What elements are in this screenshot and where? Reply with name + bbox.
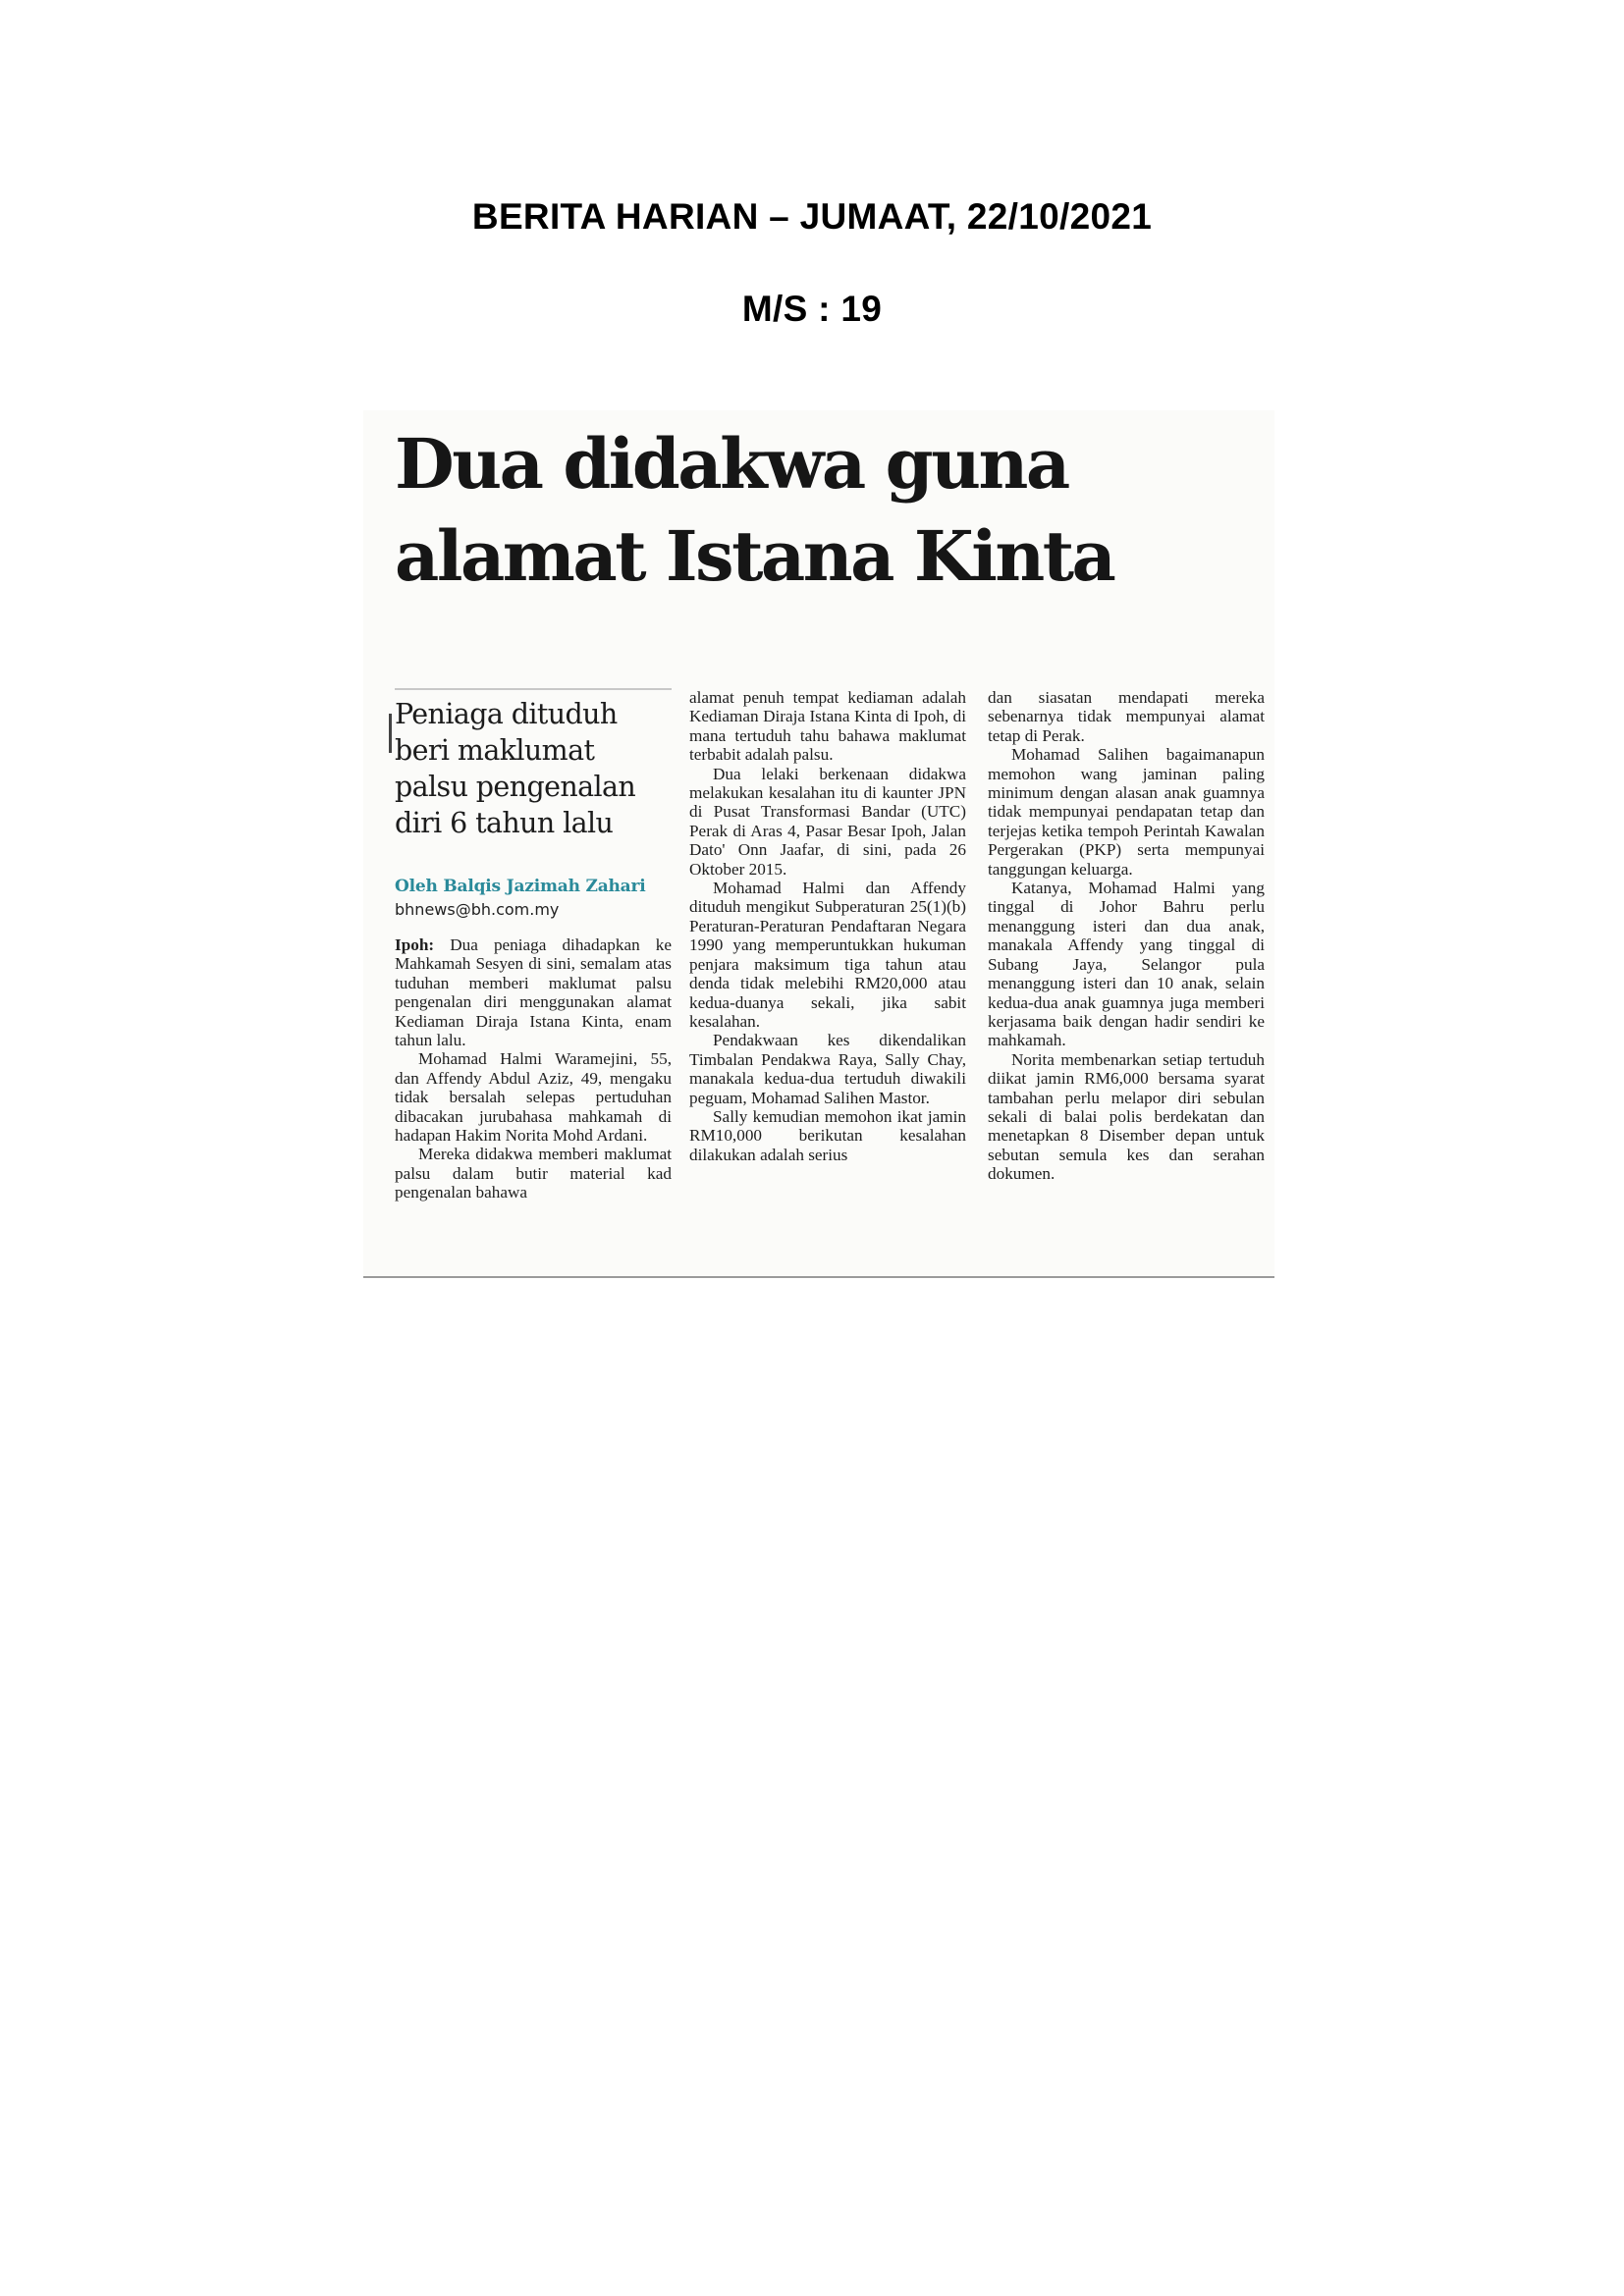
article-headline: [395, 418, 1259, 603]
paragraph: Sally kemudian memohon ikat jamin RM10,000 berikutan kesalahan dilakukan adalah serius: [689, 1106, 966, 1164]
paragraph: Dua lelaki berkenaan didakwa melakukan kesalahan itu di kaunter JPN di Pusat Transformasi Bandar (UTC) Perak di Aras 4, Pasar Besar Ipoh, Jalan Dato' Onn Jaafar, di sini, pada 26 Oktober 2015.: [689, 764, 966, 879]
paragraph: Mohamad Halmi dan Affendy dituduh mengikut Subperaturan 25(1)(b) Peraturan-Peraturan Pendaftaran Negara 1990 yang memperuntukkan hukuman penjara maksimum tiga tahun atau denda tidak melebihi RM20,000 atau kedua-duanya sekali, jika sabit kesalahan.: [689, 879, 966, 1031]
paragraph: alamat penuh tempat kediaman adalah Kediaman Diraja Istana Kinta di Ipoh, di mana tertuduh tahu bahawa maklumat terbabit adalah palsu.: [689, 688, 966, 765]
paragraph: dan siasatan mendapati mereka sebenarnya tidak mempunyai alamat tetap di Perak.: [988, 688, 1265, 745]
article-column-3: [988, 688, 1265, 1184]
deck-accent-bar: [389, 714, 392, 753]
newspaper-clipping: [363, 410, 1274, 1278]
publication-date-header: BERITA HARIAN – JUMAAT, 22/10/2021: [471, 196, 1153, 237]
headline-line-2: alamat Istana Kinta: [395, 515, 1114, 597]
headline-line-1: Dua didakwa guna: [395, 423, 1068, 505]
page-number-header: M/S : 19: [741, 289, 883, 329]
paragraph: [395, 935, 672, 1049]
clipping-bottom-rule: [363, 1276, 1274, 1278]
article-byline: Oleh Balqis Jazimah Zahari: [395, 877, 646, 896]
paragraph: Katanya, Mohamad Halmi yang tinggal di Johor Bahru perlu menanggung isteri dan dua anak, manakala Affendy yang tinggal di Subang Jaya, Selangor pula menanggung isteri dan 10 anak, selain kedua-dua anak guamnya juga memberi kerjasama baik dengan hadir sendiri ke mahkamah.: [988, 879, 1265, 1050]
article-deck: Peniaga dituduh beri maklumat palsu pengenalan diri 6 tahun lalu: [395, 698, 636, 839]
paragraph: Mohamad Halmi Waramejini, 55, dan Affendy Abdul Aziz, 49, mengaku tidak bersalah selepas pertuduhan dibacakan jurubahasa mahkamah di hadapan Hakim Norita Mohd Ardani.: [395, 1049, 672, 1146]
author-email: bhnews@bh.com.my: [395, 900, 560, 919]
paragraph: Norita membenarkan setiap tertuduh diikat jamin RM6,000 bersama syarat tambahan perlu melapor diri sebulan sekali di balai polis berdekatan dan menetapkan 8 Disember depan untuk sebutan semula kes dan serahan dokumen.: [988, 1049, 1265, 1184]
dateline: Ipoh:: [395, 935, 435, 954]
paragraph: Mohamad Salihen bagaimanapun memohon wang jaminan paling minimum dengan alasan anak guamnya tidak mempunyai pendapatan tetap dan terjejas ketika tempoh Perintah Kawalan Pergerakan (PKP) serta mempunyai tanggungan keluarga.: [988, 745, 1265, 879]
paragraph: Pendakwaan kes dikendalikan Timbalan Pendakwa Raya, Sally Chay, manakala kedua-dua tertuduh diwakili peguam, Mohamad Salihen Mastor.: [689, 1031, 966, 1107]
article-column-2: [689, 688, 966, 1164]
paragraph: Mereka didakwa memberi maklumat palsu dalam butir material kad pengenalan bahawa: [395, 1145, 672, 1202]
column-1-body: [395, 935, 672, 1202]
column-top-rule: [395, 688, 672, 690]
paragraph-text: Dua peniaga dihadapkan ke Mahkamah Sesyen di sini, semalam atas tuduhan memberi maklumat palsu pengenalan diri menggunakan alamat Kediaman Diraja Istana Kinta, enam tahun lalu.: [395, 935, 672, 1050]
